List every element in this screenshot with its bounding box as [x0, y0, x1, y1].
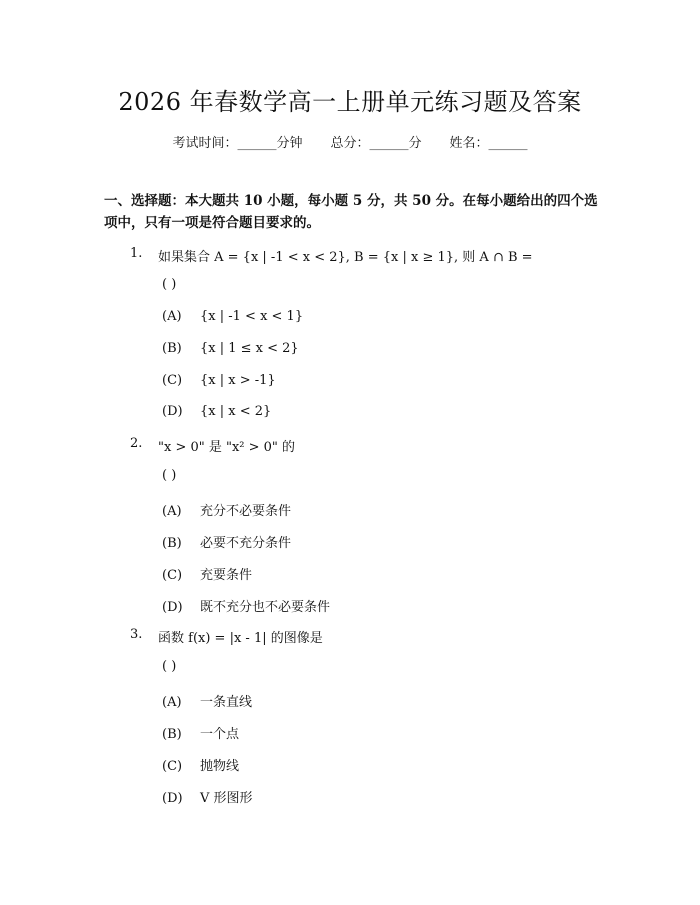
option-b — [162, 532, 291, 551]
question-stem: "x > 0" 是 "x² > 0" 的 — [158, 440, 296, 455]
option-b — [162, 723, 239, 742]
option-c — [162, 373, 276, 388]
question-number: 3. — [130, 627, 143, 642]
answer-blank: ( ) — [162, 277, 177, 292]
option-text: 充分不必要条件 — [200, 504, 292, 519]
page-title: 2026 年春数学高一上册单元练习题及答案 — [118, 88, 582, 116]
option-label: (B) — [162, 341, 182, 356]
option-text: 一个点 — [200, 727, 240, 742]
option-text: {x | -1 < x < 1} — [200, 309, 304, 324]
option-text: V 形图形 — [200, 791, 253, 806]
question-stem: 函数 f(x) = |x - 1| 的图像是 — [158, 631, 323, 646]
question-number: 2. — [130, 436, 143, 451]
exam-info — [0, 132, 700, 151]
answer-blank: ( ) — [162, 659, 177, 674]
option-label: (D) — [162, 404, 183, 419]
question-number: 1. — [130, 246, 143, 261]
option-label: (A) — [162, 695, 182, 710]
option-b — [162, 341, 299, 356]
option-c — [162, 564, 252, 583]
option-d — [162, 404, 271, 419]
option-text: 充要条件 — [200, 568, 253, 583]
option-label: (A) — [162, 504, 182, 519]
option-label: (B) — [162, 536, 182, 551]
option-d — [162, 787, 253, 806]
option-text: {x | 1 ≤ x < 2} — [200, 341, 299, 356]
exam-time: 考试时间：______分钟 — [172, 136, 303, 151]
option-label: (D) — [162, 791, 183, 806]
option-text: 一条直线 — [200, 695, 253, 710]
option-c — [162, 755, 239, 774]
option-text: 抛物线 — [200, 759, 240, 774]
exam-score: 总分：______分 — [330, 136, 422, 151]
option-label: (C) — [162, 759, 183, 774]
option-a — [162, 309, 303, 324]
option-label: (D) — [162, 600, 183, 615]
option-a — [162, 500, 291, 519]
option-label: (A) — [162, 309, 182, 324]
option-text: 既不充分也不必要条件 — [200, 600, 331, 615]
option-label: (B) — [162, 727, 182, 742]
student-name: 姓名：______ — [449, 136, 528, 151]
answer-blank: ( ) — [162, 468, 177, 483]
option-text: 必要不充分条件 — [200, 536, 292, 551]
question-stem: 如果集合 A = {x | -1 < x < 2}, B = {x | x ≥ 1}, 则 A ∩ B = — [158, 250, 533, 265]
section-heading: 一、选择题：本大题共 10 小题，每小题 5 分，共 50 分。在每小题给出的四个选项中，只有一项是符合题目要求的。 — [104, 193, 598, 231]
option-a — [162, 691, 252, 710]
option-label: (C) — [162, 568, 183, 583]
option-text: {x | x > -1} — [200, 373, 276, 388]
option-text: {x | x < 2} — [200, 404, 272, 419]
option-d — [162, 596, 330, 615]
option-label: (C) — [162, 373, 183, 388]
